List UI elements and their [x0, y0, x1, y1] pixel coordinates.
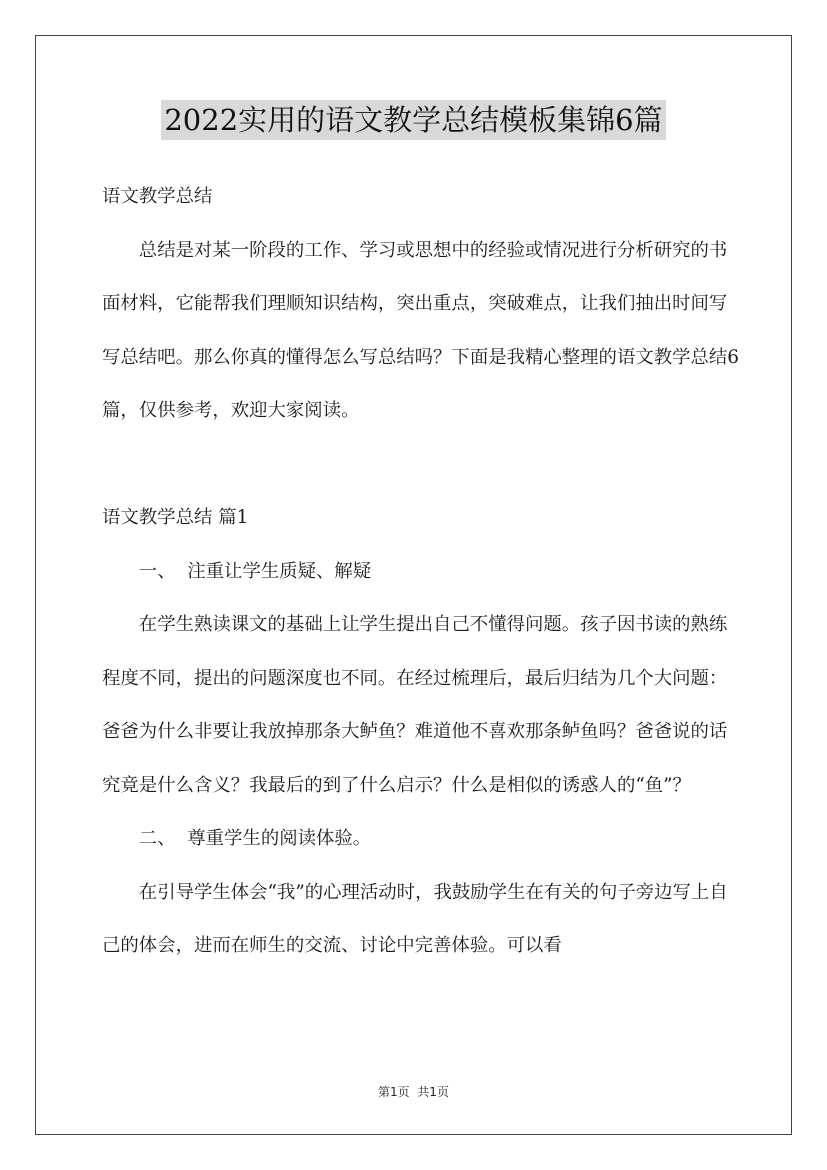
document-body	[102, 170, 742, 973]
spacer	[102, 438, 742, 492]
title-container	[0, 100, 827, 140]
document-title: 2022实用的语文教学总结模板集锦6篇	[161, 100, 665, 140]
page-number: 第1页 共1页	[378, 1085, 449, 1099]
point2-paragraph: 在引导学生体会“我”的心理活动时，我鼓励学生在有关的句子旁边写上自己的体会，进而在师生的交流、讨论中完善体验。可以看	[102, 881, 728, 956]
page-footer	[0, 1083, 827, 1100]
article-heading: 语文教学总结 篇1	[102, 507, 249, 528]
point1-heading: 一、 注重让学生质疑、解疑	[138, 560, 372, 582]
point1-paragraph: 在学生熟读课文的基础上让学生提出自己不懂得问题。孩子因书读的熟练程度不同，提出的问题深度也不同。在经过梳理后，最后归结为几个大问题：爸爸为什么非要让我放掉那条大鲈鱼？难道他不喜欢那条鲈鱼吗？爸爸说的话究竟是什么含义？我最后的到了什么启示？什么是相似的诱惑人的“鱼”？	[102, 614, 728, 796]
section-heading: 语文教学总结	[102, 186, 213, 207]
point2-heading: 二、 尊重学生的阅读体验。	[138, 828, 372, 849]
intro-paragraph: 总结是对某一阶段的工作、学习或思想中的经验或情况进行分析研究的书面材料，它能帮我们理顺知识结构，突出重点，突破难点，让我们抽出时间写写总结吧。那么你真的懂得怎么写总结吗？下面是我精心整理的语文教学总结6篇，仅供参考，欢迎大家阅读。	[102, 239, 739, 421]
